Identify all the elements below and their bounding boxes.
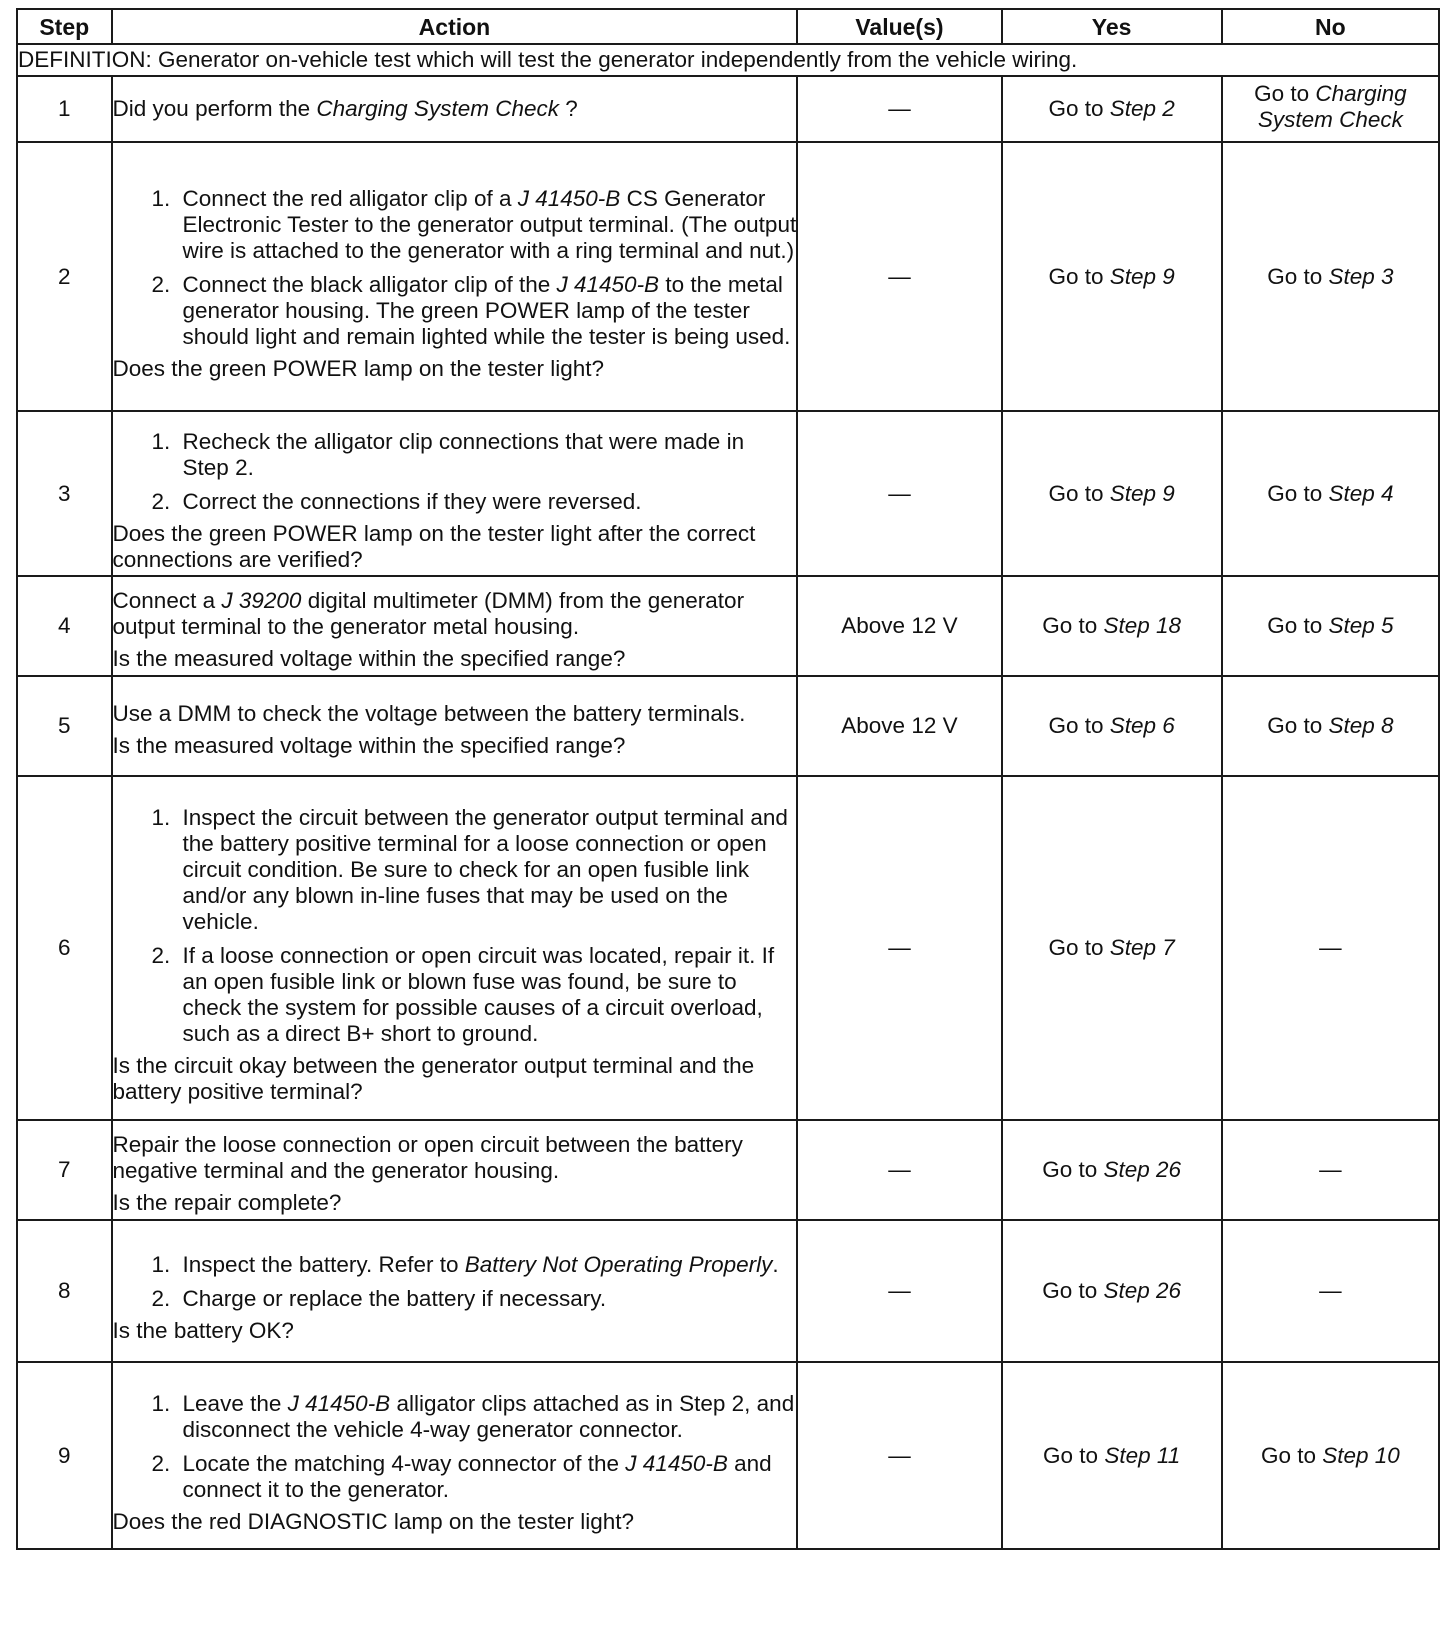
diagnostic-table <box>16 8 1440 1550</box>
no-cell: Go to Step 4 <box>1222 411 1439 576</box>
header-values: Value(s) <box>797 9 1001 44</box>
definition-text: DEFINITION: Generator on-vehicle test which will test the generator independently from the vehicle wiring. <box>17 44 1439 76</box>
action-cell <box>112 76 798 142</box>
definition-row <box>17 44 1439 76</box>
yes-cell: Go to Step 26 <box>1002 1120 1222 1220</box>
action-question: Did you perform the Charging System Check ? <box>112 96 578 121</box>
action-question: Does the red DIAGNOSTIC lamp on the tester light? <box>112 1508 635 1534</box>
action-cell <box>112 776 798 1120</box>
instruction-item: 1. Inspect the circuit between the generator output terminal and the battery positive terminal for a loose connection or open circuit condition. Be sure to check for an open fusible link and/or any blown in-line fuses that may be used on the vehicle. <box>177 805 797 935</box>
instruction-item: 2. Connect the black alligator clip of the J 41450-B to the metal generator housing. The green POWER lamp of the tester should light and remain lighted while the tester is being used. <box>177 272 797 350</box>
action-paragraph: Use a DMM to check the voltage between the battery terminals. <box>112 701 746 726</box>
table-row <box>17 142 1439 411</box>
no-cell: — <box>1222 1120 1439 1220</box>
action-cell <box>112 1362 798 1549</box>
header-step: Step <box>17 9 112 44</box>
instruction-item: 2. If a loose connection or open circuit was located, repair it. If an open fusible link or blown fuse was found, be sure to check the system for possible causes of a circuit overload, such as a direct B+ short to ground. <box>177 943 797 1047</box>
yes-cell: Go to Step 9 <box>1002 142 1222 411</box>
step-number: 4 <box>17 576 112 676</box>
value-cell: Above 12 V <box>797 676 1001 776</box>
action-question: Is the circuit okay between the generator output terminal and the battery positive terminal? <box>112 1053 755 1104</box>
yes-cell: Go to Step 9 <box>1002 411 1222 576</box>
value-cell: Above 12 V <box>797 576 1001 676</box>
action-cell <box>112 411 798 576</box>
step-number: 7 <box>17 1120 112 1220</box>
instruction-item: 1. Inspect the battery. Refer to Battery Not Operating Properly. <box>177 1252 797 1278</box>
step-number: 3 <box>17 411 112 576</box>
step-number: 8 <box>17 1220 112 1362</box>
instruction-item: 2. Correct the connections if they were reversed. <box>177 489 797 515</box>
no-cell: — <box>1222 1220 1439 1362</box>
table-row <box>17 776 1439 1120</box>
action-cell <box>112 1220 798 1362</box>
action-question: Does the green POWER lamp on the tester light after the correct connections are verified? <box>112 520 756 572</box>
instruction-item: 1. Leave the J 41450-B alligator clips attached as in Step 2, and disconnect the vehicle 4-way generator connector. <box>177 1391 797 1443</box>
value-cell: — <box>797 411 1001 576</box>
yes-cell: Go to Step 18 <box>1002 576 1222 676</box>
no-cell: Go to Step 8 <box>1222 676 1439 776</box>
yes-cell: Go to Step 6 <box>1002 676 1222 776</box>
value-cell: — <box>797 776 1001 1120</box>
header-no: No <box>1222 9 1439 44</box>
table-row <box>17 1120 1439 1220</box>
instruction-list <box>113 805 797 1047</box>
instruction-item: 2. Locate the matching 4-way connector of the J 41450-B and connect it to the generator. <box>177 1451 797 1503</box>
value-cell: — <box>797 1120 1001 1220</box>
table-row <box>17 1220 1439 1362</box>
action-question: Is the battery OK? <box>112 1318 294 1343</box>
instruction-item: 1. Connect the red alligator clip of a J 41450-B CS Generator Electronic Tester to the generator output terminal. (The output wire is attached to the generator with a ring terminal and nut.) <box>177 186 797 264</box>
action-cell <box>112 676 798 776</box>
action-cell <box>112 576 798 676</box>
value-cell: — <box>797 1220 1001 1362</box>
instruction-list <box>113 429 797 515</box>
value-cell: — <box>797 1362 1001 1549</box>
yes-cell: Go to Step 26 <box>1002 1220 1222 1362</box>
yes-cell: Go to Step 2 <box>1002 76 1222 142</box>
yes-cell: Go to Step 11 <box>1002 1362 1222 1549</box>
no-cell: Go to Step 5 <box>1222 576 1439 676</box>
instruction-list <box>113 186 797 350</box>
action-cell <box>112 142 798 411</box>
no-cell: Go to Charging System Check <box>1222 76 1439 142</box>
no-cell: Go to Step 10 <box>1222 1362 1439 1549</box>
action-paragraph: Connect a J 39200 digital multimeter (DMM) from the generator output terminal to the generator metal housing. <box>112 588 745 639</box>
table-row <box>17 411 1439 576</box>
action-question: Does the green POWER lamp on the tester light? <box>112 355 605 381</box>
table-row <box>17 1362 1439 1549</box>
yes-cell: Go to Step 7 <box>1002 776 1222 1120</box>
instruction-item: 2. Charge or replace the battery if necessary. <box>177 1286 797 1312</box>
action-cell <box>112 1120 798 1220</box>
table-row <box>17 76 1439 142</box>
value-cell: — <box>797 142 1001 411</box>
step-number: 5 <box>17 676 112 776</box>
header-action: Action <box>112 9 798 44</box>
header-yes: Yes <box>1002 9 1222 44</box>
action-question: Is the measured voltage within the specified range? <box>112 733 626 758</box>
step-number: 1 <box>17 76 112 142</box>
action-paragraph: Repair the loose connection or open circuit between the battery negative terminal and the generator housing. <box>112 1132 743 1183</box>
header-row <box>17 9 1439 44</box>
step-number: 2 <box>17 142 112 411</box>
table-row <box>17 676 1439 776</box>
table-row <box>17 576 1439 676</box>
step-number: 6 <box>17 776 112 1120</box>
instruction-list <box>113 1252 797 1312</box>
step-number: 9 <box>17 1362 112 1549</box>
action-question: Is the repair complete? <box>112 1190 342 1215</box>
instruction-item: 1. Recheck the alligator clip connections that were made in Step 2. <box>177 429 797 481</box>
no-cell: — <box>1222 776 1439 1120</box>
action-question: Is the measured voltage within the specified range? <box>112 646 626 671</box>
no-cell: Go to Step 3 <box>1222 142 1439 411</box>
instruction-list <box>113 1391 797 1503</box>
value-cell: — <box>797 76 1001 142</box>
